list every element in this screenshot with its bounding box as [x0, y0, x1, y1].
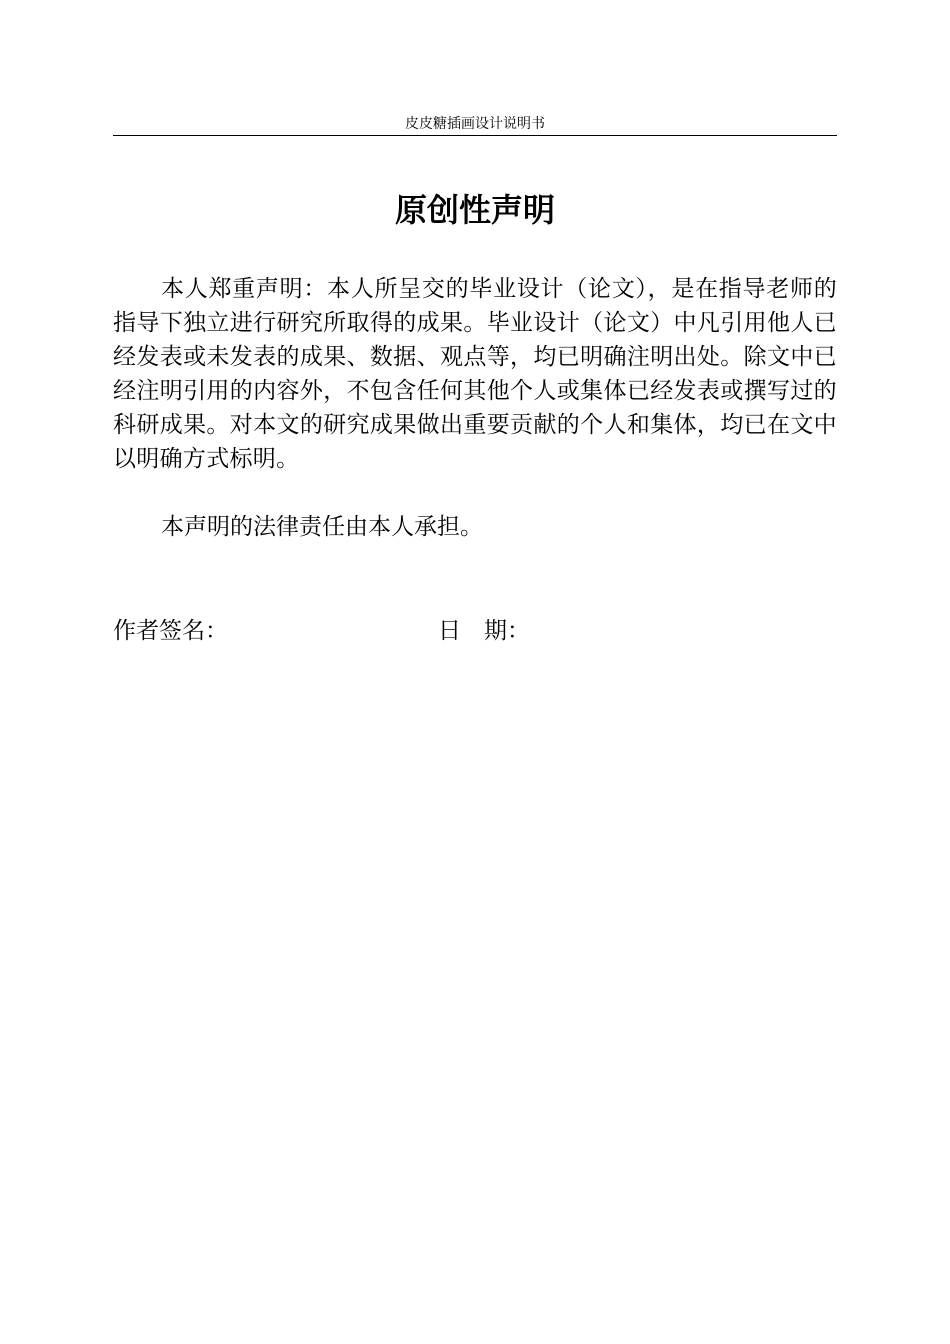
author-signature-label: 作者签名： [113, 618, 228, 644]
signature-row [113, 614, 837, 648]
liability-paragraph: 本声明的法律责任由本人承担。 [161, 514, 483, 540]
page-title: 原创性声明 [394, 191, 555, 229]
running-header [113, 113, 837, 136]
declaration-paragraph: 本人郑重声明：本人所呈交的毕业设计（论文），是在指导老师的指导下独立进行研究所取得的成果。毕业设计（论文）中凡引用他人已经发表或未发表的成果、数据、观点等，均已明确注明出处。除文中已经注明引用的内容外，不包含任何其他个人或集体已经发表或撰写过的科研成果。对本文的研究成果做出重要贡献的个人和集体，均已在文中以明确方式标明。 [113, 276, 837, 472]
running-header-title: 皮皮糖插画设计说明书 [405, 116, 545, 132]
date-label: 日 期： [438, 618, 530, 644]
